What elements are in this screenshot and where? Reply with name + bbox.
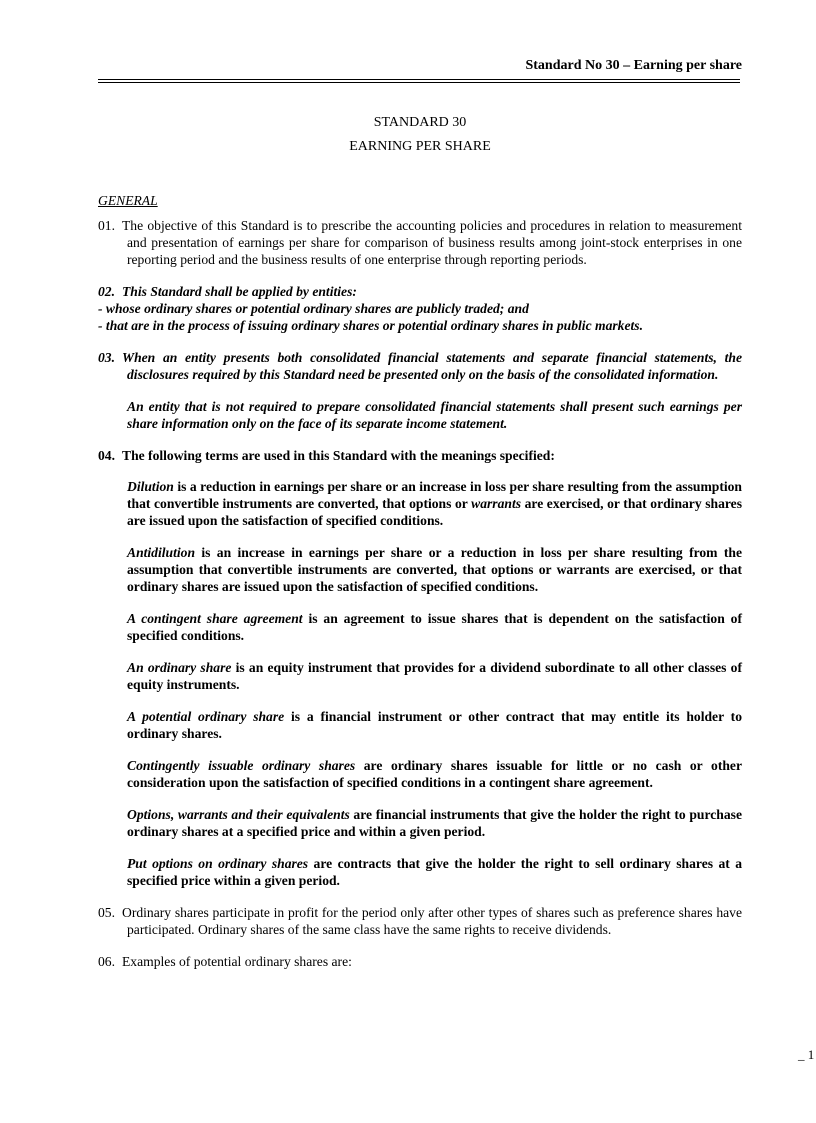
running-header: Standard No 30 – Earning per share (525, 58, 742, 73)
definition-text: are financial instruments that give the holder the right to purchase ordinary shares at a specified price and within a given period. (127, 807, 742, 839)
definition-text: is a financial instrument or other contract that may entitle its holder to ordinary shares. (127, 709, 743, 741)
definition-contingently-issuable-shares (127, 757, 742, 791)
definition-term: Options, warrants and their equivalents (127, 807, 350, 822)
definition-put-options (127, 855, 742, 889)
page-number-value: 1 (807, 1047, 815, 1062)
paragraph-05 (98, 904, 742, 938)
paragraph-text: Ordinary shares participate in profit for the period only after other types of shares such as preference shares have participated. Ordinary shares of the same class have the same rights to receive dividends. (122, 905, 742, 937)
paragraph-text: Examples of potential ordinary shares are: (122, 954, 352, 969)
section-heading-general: GENERAL (98, 193, 158, 208)
paragraph-06 (98, 953, 742, 970)
definition-term: A potential ordinary share (127, 709, 285, 724)
standard-number-title: STANDARD 30 (373, 115, 467, 130)
list-item: - whose ordinary shares or potential ordinary shares are publicly traded; and (98, 301, 529, 316)
page-number (798, 1047, 816, 1063)
paragraph-04 (98, 447, 742, 464)
paragraph-02 (98, 283, 742, 334)
definition-term: A contingent share agreement (127, 611, 303, 626)
definition-potential-ordinary-share (127, 708, 742, 742)
definition-text: are exercised, or that ordinary shares are issued upon the satisfaction of specified conditions. (127, 496, 742, 528)
definition-text: is an equity instrument that provides for a dividend subordinate to all other classes of equity instruments. (127, 660, 742, 692)
paragraph-number: 03. (98, 350, 115, 365)
paragraph-number: 04. (98, 448, 115, 463)
definition-term: Contingently issuable ordinary shares (127, 758, 356, 773)
definition-options-warrants (127, 806, 742, 840)
paragraph-03 (98, 349, 742, 383)
definition-antidilution (127, 544, 742, 595)
definition-term-warrants: warrants (471, 496, 522, 511)
paragraph-01 (98, 217, 742, 268)
paragraph-number: 02. (98, 284, 115, 299)
definition-text: is an increase in earnings per share or a reduction in loss per share resulting from the assumption that convertible instruments are converted, that options or warrants are exercised, or that ordinary shares are issued upon the satisfaction of specified conditions. (127, 545, 742, 594)
definition-ordinary-share (127, 659, 742, 693)
paragraph-03-continuation: An entity that is not required to prepare consolidated financial statements shall present such earnings per share information only on the face of its separate income statement. (127, 399, 742, 431)
paragraph-number: 01. (98, 218, 115, 233)
page-number-marker: _ (798, 1047, 805, 1062)
paragraph-lead: This Standard shall be applied by entities: (122, 284, 357, 299)
definition-dilution (127, 478, 742, 529)
definition-contingent-share-agreement (127, 610, 742, 644)
definition-text: are ordinary shares issuable for little or no cash or other consideration upon the satisfaction of specified conditions in a contingent share agreement. (127, 758, 742, 790)
header-rule-bottom (98, 82, 740, 83)
standard-name-title: EARNING PER SHARE (349, 139, 491, 154)
paragraph-text: The following terms are used in this Standard with the meanings specified: (122, 448, 555, 463)
definition-text: is a reduction in earnings per share or an increase in loss per share resulting from the assumption that convertible instruments are converted, that options or (127, 479, 742, 511)
paragraph-number: 05. (98, 905, 115, 920)
paragraph-text: The objective of this Standard is to prescribe the accounting policies and procedures in relation to measurement and presentation of earnings per share for comparison of business results among joint-stock enterprises in one reporting period and the business results of one enterprise through reporting periods. (122, 218, 742, 267)
definition-text: is an agreement to issue shares that is dependent on the satisfaction of specified conditions. (127, 611, 742, 643)
document-body (98, 192, 742, 985)
list-item: - that are in the process of issuing ordinary shares or potential ordinary shares in public markets. (98, 318, 643, 333)
definition-term: Antidilution (127, 545, 196, 560)
definition-text: are contracts that give the holder the right to sell ordinary shares at a specified price within a given period. (127, 856, 742, 888)
definition-term: Dilution (127, 479, 174, 494)
paragraph-text: When an entity presents both consolidated financial statements and separate financial statements, the disclosures required by this Standard need be presented only on the basis of the consolidated information. (122, 350, 742, 382)
definition-term: Put options on ordinary shares (127, 856, 309, 871)
header-rule-top (98, 79, 740, 80)
definition-term: An ordinary share (127, 660, 232, 675)
paragraph-number: 06. (98, 954, 115, 969)
